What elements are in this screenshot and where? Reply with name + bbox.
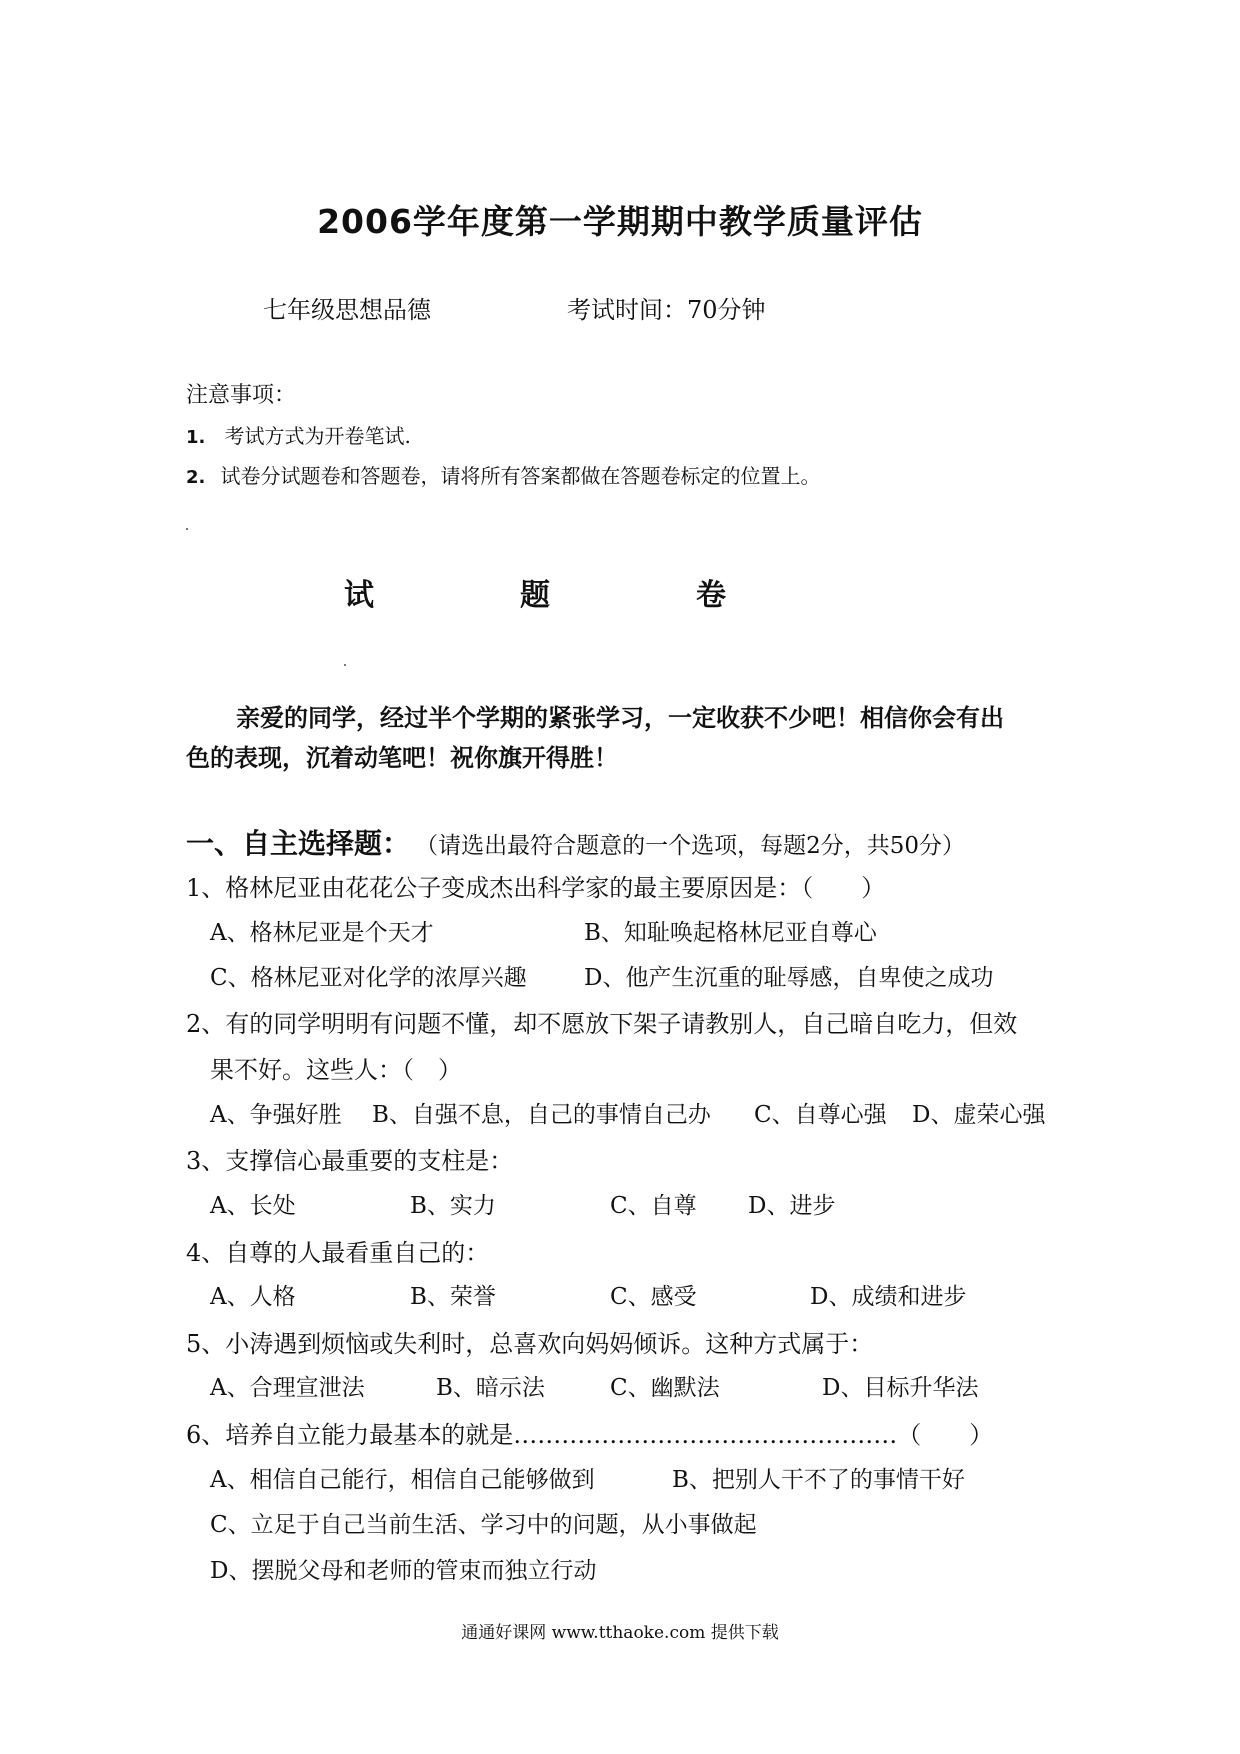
option-d: D、成绩和进步 — [810, 1284, 967, 1310]
greeting-line-2: 色的表现，沉着动笔吧！祝你旗开得胜！ — [186, 744, 618, 772]
option-c: C、格林尼亚对化学的浓厚兴趣 — [210, 965, 527, 991]
notice-item — [186, 460, 820, 489]
paper-title-char: 卷 — [696, 578, 726, 613]
option-d: D、摆脱父母和老师的管束而独立行动 — [210, 1558, 597, 1584]
option-c: C、感受 — [610, 1284, 697, 1310]
option-a: A、相信自己能行，相信自己能够做到 — [210, 1467, 595, 1493]
greeting-line-1: 亲爱的同学，经过半个学期的紧张学习，一定收获不少吧！相信你会有出 — [236, 704, 1004, 732]
question-stem: 4、自尊的人最看重自己的： — [186, 1239, 490, 1267]
option-a: A、争强好胜 — [210, 1102, 342, 1128]
option-b: B、实力 — [410, 1193, 496, 1219]
option-b: B、把别人干不了的事情干好 — [672, 1467, 965, 1493]
option-a: A、人格 — [210, 1284, 296, 1310]
notice-item-text: 试卷分试题卷和答题卷，请将所有答案都做在答题卷标定的位置上。 — [220, 464, 821, 488]
notice-heading: 注意事项： — [186, 383, 297, 408]
scan-speck — [186, 528, 188, 530]
notice-item — [186, 420, 411, 449]
exam-time: 考试时间：70分钟 — [567, 296, 766, 324]
question-stem: 2、有的同学明明有问题不懂，却不愿放下架子请教别人，自己暗自吃力，但效 — [186, 1010, 1018, 1038]
option-d: D、虚荣心强 — [912, 1102, 1046, 1128]
option-a: A、合理宣泄法 — [210, 1375, 365, 1401]
notice-item-number: 2. — [186, 467, 206, 488]
question-stem: 3、支撑信心最重要的支柱是： — [186, 1147, 514, 1175]
paper-title-char: 试 — [344, 578, 374, 613]
notice-item-number: 1. — [186, 427, 206, 448]
exam-title: 2006学年度第一学期期中教学质量评估 — [317, 202, 923, 241]
option-d: D、他产生沉重的耻辱感，自卑使之成功 — [584, 965, 994, 991]
notice-item-text: 考试方式为开卷笔试. — [224, 424, 411, 448]
question-stem: 1、格林尼亚由花花公子变成杰出科学家的最主要原因是：（ ） — [186, 874, 886, 902]
option-b: B、荣誉 — [410, 1284, 496, 1310]
option-d: D、目标升华法 — [822, 1375, 979, 1401]
subject-label: 七年级思想品德 — [263, 296, 431, 324]
option-c: C、幽默法 — [610, 1375, 720, 1401]
section-title: 一、自主选择题： — [186, 827, 411, 860]
footer-credit: 通通好课网 www.tthaoke.com 提供下载 — [461, 1623, 779, 1643]
scan-speck — [344, 664, 346, 666]
option-a: A、长处 — [210, 1193, 296, 1219]
section-instructions: （请选出最符合题意的一个选项，每题2分，共50分） — [415, 833, 966, 859]
option-c: C、自尊心强 — [754, 1102, 887, 1128]
option-a: A、格林尼亚是个天才 — [210, 920, 434, 946]
option-b: B、暗示法 — [436, 1375, 545, 1401]
option-c: C、立足于自己当前生活、学习中的问题，从小事做起 — [210, 1512, 757, 1538]
paper-title-char: 题 — [520, 578, 550, 613]
question-stem: 6、培养自立能力最基本的就是…………………………………………（ ） — [186, 1421, 994, 1449]
question-stem-continued: 果不好。这些人：（ ） — [210, 1056, 462, 1084]
option-d: D、进步 — [748, 1193, 836, 1219]
option-c: C、自尊 — [610, 1193, 697, 1219]
option-b: B、自强不息，自己的事情自己办 — [372, 1102, 711, 1128]
question-stem: 5、小涛遇到烦恼或失利时，总喜欢向妈妈倾诉。这种方式属于： — [186, 1330, 874, 1358]
section-heading — [186, 822, 965, 862]
option-b: B、知耻唤起格林尼亚自尊心 — [584, 920, 877, 946]
